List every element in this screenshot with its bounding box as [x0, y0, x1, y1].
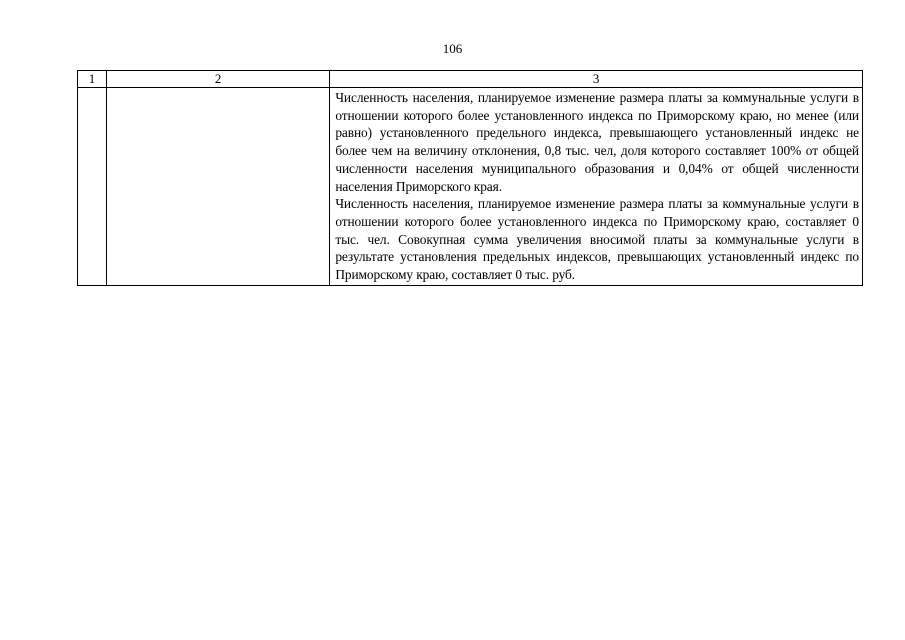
column-header-1: 1: [78, 71, 107, 88]
data-table: [77, 70, 863, 286]
paragraph-population-limit: Численность населения, планируемое изменение размера платы за коммунальные услуги в отношении которого более установленного индекса по Приморскому краю, но менее (или равно) установленного предельного индекса, превышающего установленный индекс не более чем на величину отклонения, 0,8 тыс. чел, доля которого составляет 100% от общей численности населения муниципального образования и 0,04% от общей численности населения Приморского края.: [335, 90, 859, 194]
table-cell-col3: [330, 88, 863, 286]
paragraph-population-above-index: Численность населения, планируемое изменение размера платы за коммунальные услуги в отношении которого более установленного индекса по Приморскому краю, составляет 0 тыс. чел. Совокупная сумма увеличения вносимой платы за коммунальные услуги в результате установления предельных индексов, превышающих установленный индекс по Приморскому краю, составляет 0 тыс. руб.: [335, 196, 859, 283]
column-header-3: 3: [330, 71, 863, 88]
table-row: [78, 88, 863, 286]
page-number: 106: [442, 41, 463, 56]
table-cell-col1: [78, 88, 107, 286]
table-cell-col2: [107, 88, 330, 286]
table-header-row: [78, 71, 863, 88]
cell-text-block: [330, 88, 862, 285]
column-header-2: 2: [107, 71, 330, 88]
